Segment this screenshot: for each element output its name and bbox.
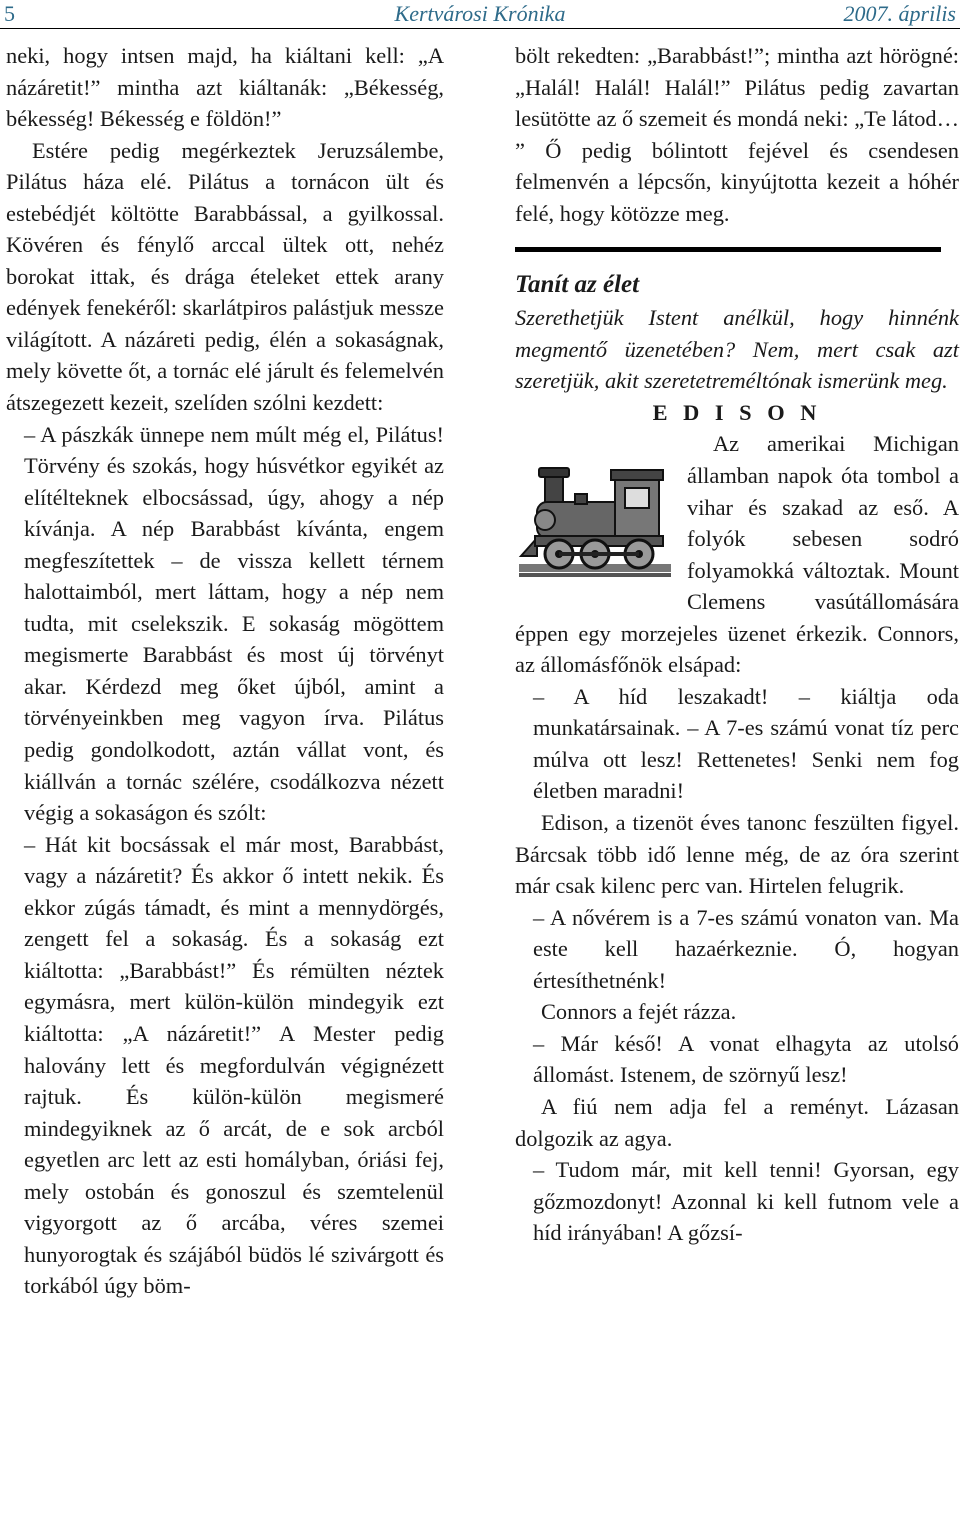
paragraph: – Hát kit bocsássak el már most, Barabbást, vagy a názáretit? És akkor ő intett nekik. És ekkor zúgás támadt, és mint a mennydörgés, zengett fel a sokaság. És a sokaság ezt kiáltotta: „Barabbást!” És rémülten néztek egymásra, mert külön-külön mindegyik ezt kiáltotta: „A názáretit!” A Mester pedig halovány lett és megfordulván végignézett rajtuk. És külön-külön megismeré mindegyiknek az ő arcát, de e sok arcból egyetlen arc lett az esti homályban, óriási fej, mely ostobán és gonoszul és szemtelenül vigyorgott az ő arcába, véres szemei hunyorogtak és szájából büdös lé szivárgott és torkából úgy böm- bbox=[24, 831, 444, 1299]
section-divider bbox=[515, 247, 941, 252]
paragraph: – A híd leszakadt! – kiáltja oda munkatársainak. – A 7-es számú vonat tíz perc múlva ott lesz! Rettenetes! Senki nem fog életben maradni! bbox=[533, 683, 959, 804]
paragraph-text: Az amerikai Michigan államban napok óta tombol a vihar és szakad az eső. A folyók sebesen sodró folyamokká változtak. Mount Clemens vasútállomására éppen egy morzejeles üzenet érkezik. Connors, az állomásfőnök elsápad: bbox=[515, 431, 959, 678]
paragraph: neki, hogy intsen majd, ha kiáltani kell: „A názáretit!” mintha azt kiáltanák: „Békesség, békesség! Békesség e földön!” bbox=[6, 43, 444, 132]
paragraph: Edison, a tizenöt éves tanonc feszülten figyel. Bárcsak több idő lenne még, de az óra szerint már csak kilenc perc van. Hirtelen felugrik. bbox=[515, 810, 959, 899]
article-title: E D I S O N bbox=[652, 399, 822, 425]
paragraph: – Tudom már, mit kell tenni! Gyorsan, egy gőzmozdonyt! Azonnal ki kell futnom vele a híd irányában! A gőzsí- bbox=[533, 1157, 959, 1246]
paragraph: bölt rekedten: „Barabbást!”; mintha azt hörögné: „Halál! Halál! Halál!” Pilátus pedig zavartan lesütötte az ő szemeit és mondá neki: „Te látod… ” Ő pedig bólintott fejével és csendesen felmenvén a lépcsőn, kinyújtotta kezeit a hóhér felé, hogy kötözze meg. bbox=[515, 43, 959, 226]
paragraph: – A nővérem is a 7-es számú vonaton van. Ma este kell hazaérkeznie. Ó, hogyan értesíthetnénk! bbox=[533, 904, 959, 993]
paragraph: – A pászkák ünnepe nem múlt még el, Pilátus! Törvény és szokás, hogy húsvétkor egyikét az elítélteknek elbocsássad, úgy, ahogy a nép kívánja. A nép Barabbást kívánta, engem megfeszítettek – de vissza kellett térnem halottaimból, mert láttam, hogy a nép nem tudta, mit cselekszik. E sokaság mögöttem megismerte Barabbást és most új törvényt akar. Kérdezd meg őket újból, amint a törvényeinkben meg vagyon írva. Pilátus pedig gondolkodott, aztán vállat vont, és kiállván a tornác szélére, csodálkozva nézett végig a sokaságon és szólt: bbox=[24, 421, 444, 826]
page-number: 5 bbox=[4, 1, 15, 26]
box-text: Szerethetjük Istent anélkül, hogy hinnénk megmentő üzenetében? Nem, mert csak azt szeretjük, akit szeretetreméltónak ismerünk meg. bbox=[515, 305, 959, 394]
locomotive-icon bbox=[515, 432, 675, 592]
paragraph: Estére pedig megérkeztek Jeruzsálembe, Pilátus háza elé. Pilátus a tornácon ült és estebédjét költötte Barabbással, a gyilkossal. Kövéren és fénylő arccal ültek ott, nehéz borokat ittak, és drága ételeket ettek arany edények fenekéről: skarlátpiros palástjuk messze világított. A názáreti pedig, élén a sokaságnak, mely követte őt, a tornác elé járult és felemelvén átszegezett kezeit, szelíden szólni kezdett: bbox=[6, 137, 444, 416]
publication-title: Kertvárosi Krónika bbox=[394, 1, 566, 26]
page-header bbox=[0, 0, 960, 29]
quote-box bbox=[515, 268, 959, 397]
issue-date: 2007. április bbox=[843, 1, 956, 26]
right-column bbox=[515, 40, 959, 1249]
left-column bbox=[6, 40, 444, 1302]
paragraph: Connors a fejét rázza. bbox=[541, 999, 737, 1025]
paragraph: – Már késő! A vonat elhagyta az utolsó állomást. Istenem, de szörnyű lesz! bbox=[533, 1030, 959, 1088]
paragraph: A fiú nem adja fel a reményt. Lázasan dolgozik az agya. bbox=[515, 1093, 959, 1151]
paragraph bbox=[515, 428, 959, 680]
box-title: Tanít az élet bbox=[515, 271, 640, 299]
